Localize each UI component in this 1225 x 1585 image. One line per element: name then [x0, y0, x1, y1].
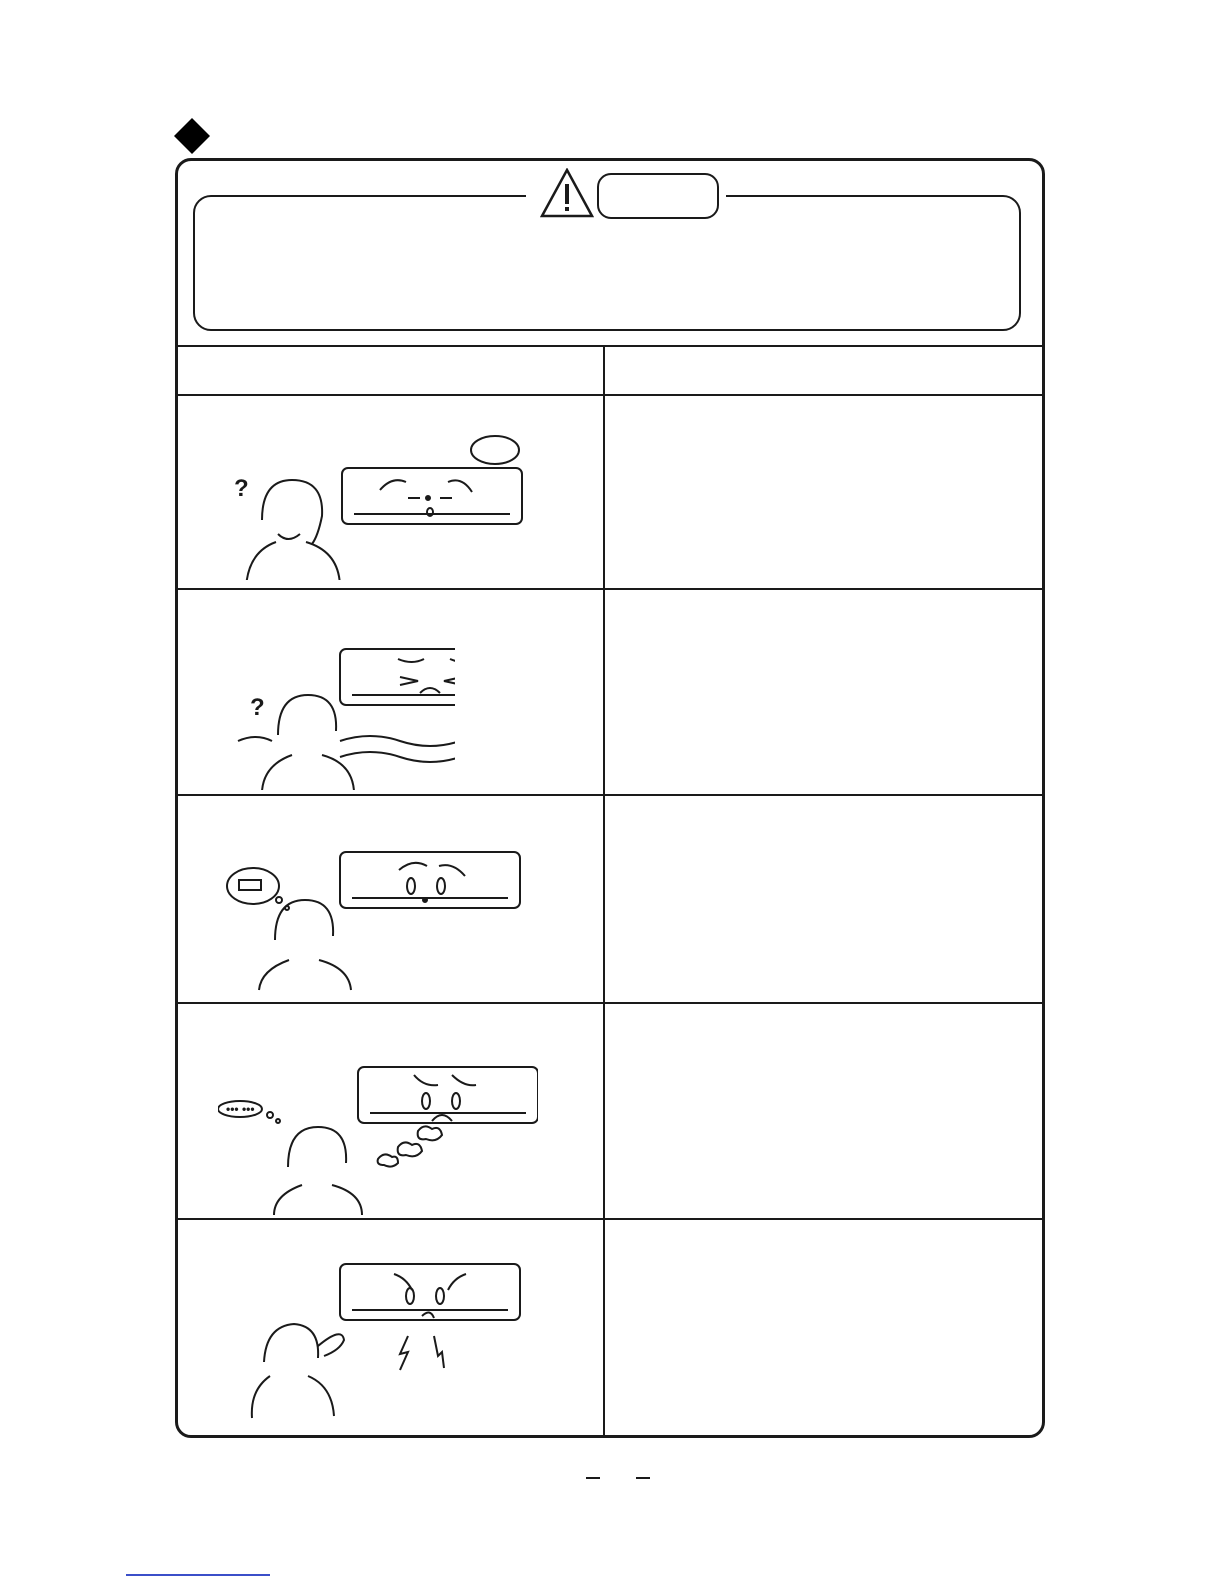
row-rule: [176, 794, 1043, 796]
column-divider: [603, 346, 605, 1436]
row-rule: [176, 1218, 1043, 1220]
woman-ac-smoke-puffs-illustration: [218, 1065, 538, 1215]
table-row: [606, 800, 1042, 996]
caution-label: [597, 173, 719, 219]
man-ac-sparks-illustration: [250, 1262, 540, 1422]
confused-woman-ac-illustration: [220, 430, 540, 580]
header-left: [178, 350, 602, 394]
footer-link[interactable]: [126, 1574, 270, 1576]
table-row: [606, 1224, 1042, 1430]
row-rule: [176, 588, 1043, 590]
header-right: [606, 350, 1042, 394]
table-row: [606, 594, 1042, 790]
svg-text:?: ?: [250, 694, 265, 721]
diamond-bullet-icon: [174, 118, 210, 154]
table-row: [606, 400, 1042, 580]
row-rule: [176, 1002, 1043, 1004]
woman-ac-airflow-illustration: [230, 645, 455, 790]
table-top-rule: [176, 345, 1043, 347]
woman-thinking-faucet-illustration: [225, 848, 535, 993]
svg-text:••• •••: ••• •••: [226, 1102, 255, 1116]
warning-triangle-icon: [540, 168, 594, 218]
header-bottom-rule: [176, 394, 1043, 396]
svg-text:?: ?: [234, 475, 249, 502]
page-number: [560, 1472, 680, 1502]
table-row: [606, 1008, 1042, 1212]
